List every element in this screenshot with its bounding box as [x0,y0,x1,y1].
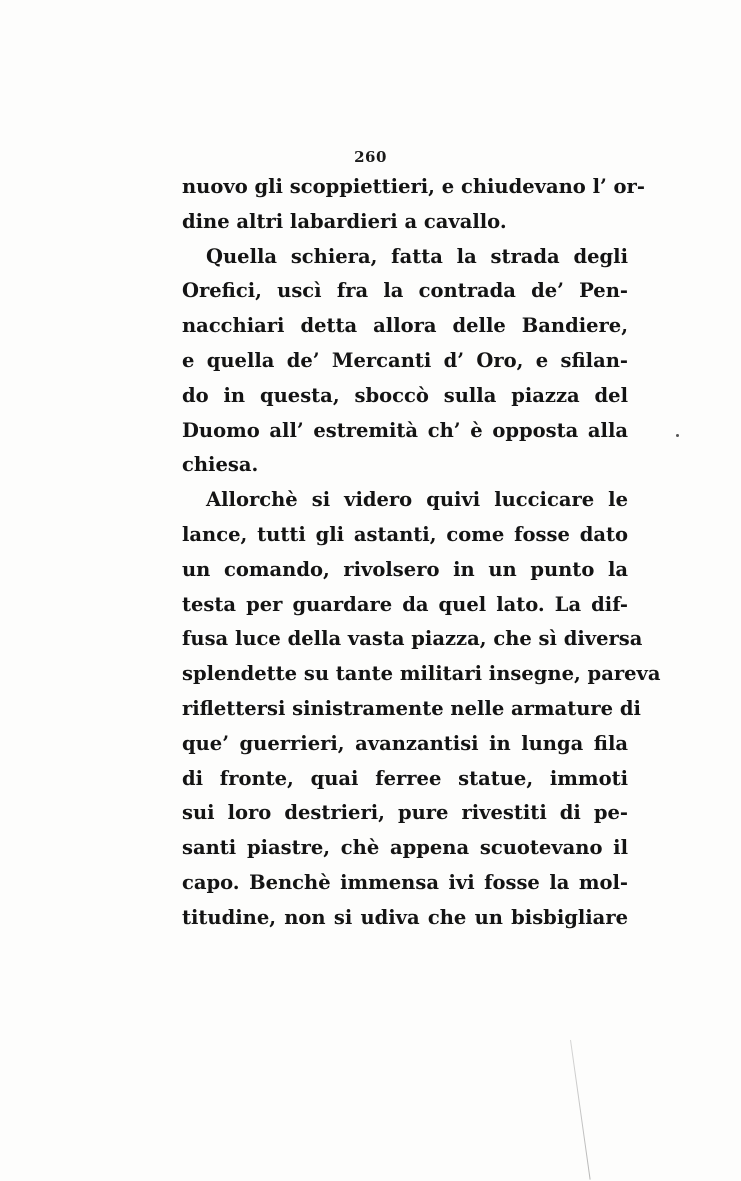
text-line: un comando, rivolsero in un punto la [182,557,628,581]
text-line: testa per guardare da quel lato. La dif- [182,592,628,616]
text-line: dine altri labardieri a cavallo. [182,209,507,233]
text-line: Quella schiera, fatta la strada degli [206,244,628,268]
text-line: nacchiari detta allora delle Bandiere, [182,314,628,338]
text-line: santi piastre, chè appena scuotevano il [182,836,628,860]
text-line: Duomo all’ estremità ch’ è opposta alla [182,418,628,442]
text-line: fusa luce della vasta piazza, che sì diversa [182,627,643,651]
text-line: riflettersi sinistramente nelle armature di [182,696,641,720]
text-line: titudine, non si udiva che un bisbigliare [182,905,628,929]
text-line: Orefici, uscì fra la contrada de’ Pen- [182,279,628,303]
text-line: que’ guerrieri, avanzantisi in lunga fila [182,731,628,755]
paper-edge-mark [570,1040,591,1180]
text-line: capo. Benchè immensa ivi fosse la mol- [182,870,628,894]
body-text [182,170,661,936]
text-line: sui loro destrieri, pure rivestiti di pe- [182,801,628,825]
text-line: Allorchè si videro quivi luccicare le [206,488,628,512]
text-line: e quella de’ Mercanti d’ Oro, e sfilan- [182,348,628,372]
margin-speck [676,434,679,437]
text-line: do in questa, sboccò sulla piazza del [182,383,628,407]
text-line: nuovo gli scoppiettieri, e chiudevano l’ or- [182,175,645,198]
text-line: lance, tutti gli astanti, come fosse dato [182,522,628,546]
text-line: di fronte, quai ferree statue, immoti [182,766,628,790]
text-line: splendette su tante militari insegne, pareva [182,662,661,686]
text-line: chiesa. [182,453,259,477]
page-number: 260 [354,148,387,166]
